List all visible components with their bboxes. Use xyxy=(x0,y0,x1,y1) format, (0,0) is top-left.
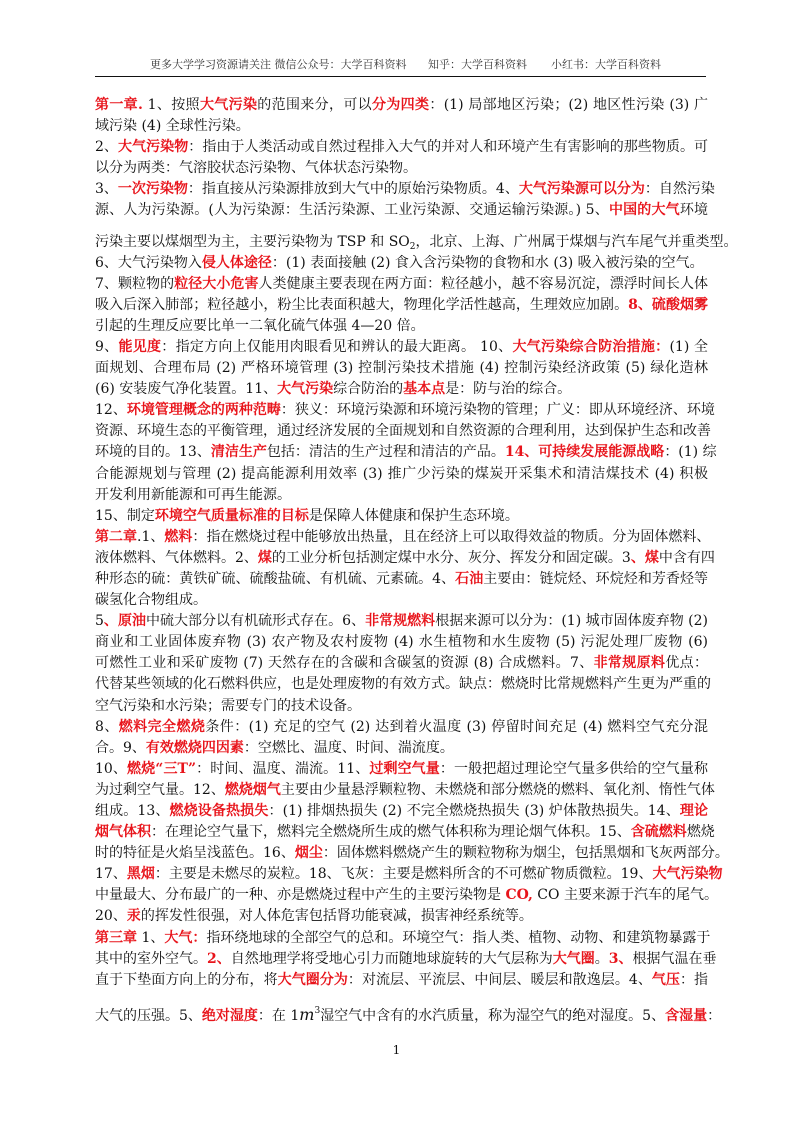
highlighted-term: 燃烧“三T” xyxy=(127,760,197,777)
text-segment: ：主要是未燃尽的炭粒。18、飞灰：主要是燃料所含的不可燃矿物质微粒。19、 xyxy=(154,866,653,883)
text-segment: 条件：(1) 充足的空气 (2) 达到着火温度 (3) 停留时间充足 (4) 燃料空气充分混 xyxy=(205,718,708,735)
text-line xyxy=(95,95,708,116)
text-segment: 合能源规划与管理 (2) 提高能源利用效率 (3) 推广少污染的煤炭开采集术和清洁煤技术 (4) 积极 xyxy=(95,465,708,482)
text-segment: ：固体燃料燃烧产生的颗粒物称为烟尘，包括黑烟和飞灰两部分。 xyxy=(322,845,729,862)
text-segment: 以分为两类：气溶胶状态污染物、气体状态污染物。 xyxy=(95,160,417,177)
highlighted-term: 含湿量 xyxy=(665,1007,708,1024)
page-header xyxy=(95,56,705,76)
highlighted-term: 分为四类 xyxy=(372,97,430,113)
text-segment: ：在理论空气量下，燃料完全燃烧所生成的燃气体积称为理论烟气体积。15、 xyxy=(151,824,631,841)
text-segment: 是保障人体健康和保护生态环境。 xyxy=(308,507,519,524)
highlighted-term: 黑烟 xyxy=(126,866,155,883)
text-segment: 根据来源可以分为：(1) 城市固体废弃物 (2) xyxy=(435,613,709,630)
text-segment: 15、制定 xyxy=(95,507,155,524)
text-line xyxy=(95,780,715,801)
highlighted-term: CO, xyxy=(505,887,533,904)
text-line xyxy=(95,653,708,674)
text-segment: 湿空气中含有的水汽质量，称为湿空气的绝对湿度。5、 xyxy=(320,1007,666,1024)
text-segment: 包括：清洁的生产过程和清洁的产品。 xyxy=(266,444,505,461)
text-segment: 面规划、合理布局 (2) 严格环境管理 (3) 控制污染技术措施 (4) 控制污染经济政策 (5) 绿化造林 xyxy=(95,360,708,377)
page-number: 1 xyxy=(392,1043,401,1057)
text-line xyxy=(95,906,708,927)
text-segment: .1、 xyxy=(137,528,165,545)
highlighted-term: 中国的大气 xyxy=(608,202,680,219)
text-line xyxy=(95,179,715,200)
text-line xyxy=(95,527,711,548)
text-segment: 资源、环境生态的平衡管理，通过经济发展的全面规划和自然资源的合理利用，达到保护生态和改善 xyxy=(95,423,711,440)
text-segment: 开发利用新能源和可再生能源。 xyxy=(95,486,291,503)
text-line xyxy=(95,506,708,527)
text-segment: ：空燃比、温度、时间、湍流度。 xyxy=(243,739,454,756)
text-segment: CO 主要来源于汽车的尾气。 xyxy=(532,887,718,904)
header-wechat: 更多大学学习资源请关注 微信公众号：大学百科资料 xyxy=(150,58,407,71)
text-line xyxy=(95,759,708,780)
highlighted-term: 含硫燃料 xyxy=(630,824,687,841)
highlighted-term: 非常规原料 xyxy=(593,655,666,672)
highlighted-term: 非常规燃料 xyxy=(365,613,436,630)
text-segment: ：在 1 xyxy=(257,1007,300,1024)
highlighted-term: 大气污染源可以分为 xyxy=(518,181,645,198)
text-segment: 是：防与治的综合。 xyxy=(445,381,572,398)
text-segment: (1) 全 xyxy=(669,338,709,355)
text-line xyxy=(95,801,708,822)
text-segment: 中含有四 xyxy=(658,549,715,566)
text-segment: 引起的生理反应要比单一二氧化硫气体强 4—20 倍。 xyxy=(95,317,425,334)
text-segment: 燃烧 xyxy=(686,824,715,841)
text-line xyxy=(95,949,717,970)
highlighted-term: 一次污染物 xyxy=(117,181,188,198)
text-line xyxy=(95,674,711,695)
text-segment: ：自然污染 xyxy=(644,181,715,198)
highlighted-term: 基本点 xyxy=(403,381,446,398)
text-segment: 环境 xyxy=(679,202,709,219)
text-line xyxy=(95,379,708,400)
text-line xyxy=(95,632,708,653)
text-segment: 空气污染和水污染；需要专门的技术设备。 xyxy=(95,697,361,714)
text-segment: 种形态的硫：黄铁矿硫、硫酸盐硫、有机硫、元素硫。4、 xyxy=(95,570,456,587)
highlighted-term: 理论 xyxy=(679,803,708,819)
text-segment: ：指直接从污染源排放到大气中的原始污染物质。4、 xyxy=(187,181,519,198)
text-segment: 代替某些领域的化石燃料供应，也是处理废物的有效方式。缺点：燃烧时比常规燃料产生更为严重的 xyxy=(95,676,711,693)
text-segment: 综合防治的 xyxy=(333,381,404,398)
text-segment: 其中的室外空气。 xyxy=(95,950,207,967)
highlighted-term: 煤 xyxy=(257,549,272,566)
text-segment: 自然地理学将受地心引力而随地球旋转的大气层称为 xyxy=(230,950,553,967)
text-line xyxy=(95,337,708,358)
highlighted-term: 第一章. xyxy=(95,97,143,113)
text-segment: 可燃性工业和采矿废物 (7) 天然存在的含碳和含碳氢的资源 (8) 合成燃料。7、 xyxy=(95,655,594,672)
text-line xyxy=(95,970,708,991)
highlighted-term: 大气污染 xyxy=(199,97,258,113)
text-segment: 为过剩空气量。12、 xyxy=(95,781,225,798)
highlighted-term: 大气圈分为 xyxy=(277,971,348,988)
highlighted-term: 绝对湿度 xyxy=(201,1007,258,1024)
text-line xyxy=(95,738,708,759)
text-segment: ：时间、温度、湍流。11、 xyxy=(196,760,370,777)
text-line xyxy=(95,421,711,442)
text-line xyxy=(95,442,717,463)
highlighted-term: 14、可持续发展能源战略 xyxy=(504,444,665,461)
highlighted-term: 、原油 xyxy=(103,613,146,630)
highlighted-term: 大气污染综合防治措施： xyxy=(512,338,670,355)
text-segment: ：(1) 排烟热损失 (2) 不完全燃烧热损失 (3) 炉体散热损失。14、 xyxy=(268,803,680,819)
text-line xyxy=(95,274,708,295)
text-line xyxy=(95,464,708,485)
highlighted-term: 环境空气质量标准的目标 xyxy=(154,507,309,524)
text-segment: ：一般把超过理论空气量多供给的空气量称 xyxy=(439,760,708,777)
text-segment: ：指由于人类活动或自然过程排入大气的并对人和环境产生有害影响的那些物质。可 xyxy=(188,139,709,156)
text-segment: ：指 xyxy=(679,971,709,988)
highlighted-term: 烟尘 xyxy=(294,845,323,862)
text-segment: (6) 安装废气净化装置。11、 xyxy=(95,381,278,398)
text-segment: 的范围来分，可以 xyxy=(257,97,372,113)
highlighted-term: 燃烧烟气 xyxy=(224,781,281,798)
highlighted-term: 大气污染 xyxy=(277,381,334,398)
text-segment: 10、 xyxy=(95,760,128,777)
text-line xyxy=(95,548,715,569)
text-line xyxy=(95,843,729,864)
highlighted-term: 烟气体积 xyxy=(95,824,151,841)
text-segment: ：(1) 表面接触 (2) 食入含污染物的食物和水 (3) 吸入被污染的空气。 xyxy=(271,254,704,271)
text-line xyxy=(95,885,718,906)
text-segment: 中硫大部分以有机硫形式存在。6、 xyxy=(145,613,366,630)
ital-text: m xyxy=(299,1004,315,1024)
text-line xyxy=(95,116,708,137)
text-line xyxy=(95,253,708,274)
text-segment: 人类健康主要表现在两方面：粒径越小，越不容易沉淀，漂浮时间长人体 xyxy=(258,275,708,292)
text-segment: 域污染 (4) 全球性污染。 xyxy=(95,118,250,135)
text-segment: 源、人为污染源。(人为污染源：生活污染源、工业污染源、交通运输污染源。) 5、 xyxy=(95,202,609,219)
text-segment: 。 xyxy=(594,950,609,967)
text-segment: 9、 xyxy=(95,338,119,355)
text-segment: 合。9、 xyxy=(95,739,146,756)
text-segment: ：(1) 局部地区污染；(2) 地区性污染 (3) 广 xyxy=(429,97,709,113)
text-segment: ，北京、上海、广州属于煤烟与汽车尾气并重类型。 xyxy=(415,233,738,250)
text-line xyxy=(95,400,715,421)
highlighted-term: 大气： xyxy=(164,929,207,946)
highlighted-term: 汞 xyxy=(126,908,141,925)
text-line xyxy=(95,358,708,379)
text-segment: 3、 xyxy=(95,181,118,198)
text-line xyxy=(95,485,708,506)
highlighted-term: 侵人体途径 xyxy=(201,254,272,271)
text-segment: 12、 xyxy=(95,402,127,419)
sup-text: 3 xyxy=(314,1005,321,1016)
text-segment: 1、按照 xyxy=(142,97,200,113)
text-line xyxy=(95,696,708,717)
text-segment: 液体燃料、气体燃料。2、 xyxy=(95,549,258,566)
text-segment: 2、 xyxy=(95,139,119,156)
text-line xyxy=(95,864,723,885)
text-segment: ：指在燃烧过程中能够放出热量，且在经济上可以取得效益的物质。分为固体燃料、 xyxy=(192,528,711,545)
text-segment: 6、大气污染物入 xyxy=(95,254,202,271)
sub-text: 2 xyxy=(409,241,416,252)
text-segment: 的工业分析包括测定煤中水分、灰分、挥发分和固定碳。3 xyxy=(271,549,631,566)
text-segment: 1、 xyxy=(137,929,165,946)
text-segment: 直于下垫面方向上的分布，将 xyxy=(95,971,278,988)
text-line xyxy=(95,316,708,337)
highlighted-term: 过剩空气量 xyxy=(369,760,440,777)
text-line xyxy=(95,717,708,738)
text-line xyxy=(95,590,708,611)
text-segment: 吸入后深入肺部；粒径越小，粉尘比表面积越大，物理化学活性越高，生理效应加剧。 xyxy=(95,296,629,313)
text-segment: 指环绕地球的全部空气的总和。环境空气：指人类、植物、动物、和建筑物暴露于 xyxy=(206,929,711,946)
text-segment: 根据气温在垂 xyxy=(632,950,717,967)
highlighted-term: 大气污染物 xyxy=(652,866,723,883)
text-segment: 7、颗粒物的 xyxy=(95,275,175,292)
highlighted-term: 大气污染物 xyxy=(118,139,189,156)
text-segment: ：指定方向上仅能用肉眼看见和辨认的最大距离。 10、 xyxy=(161,338,513,355)
document-body xyxy=(95,95,738,1024)
text-segment: 5 xyxy=(95,613,104,630)
text-line xyxy=(95,928,711,949)
highlighted-term: 大气圈 xyxy=(552,950,595,967)
text-segment: 大气的压强。5、 xyxy=(95,1007,202,1024)
text-line xyxy=(95,611,708,632)
highlighted-term: 燃烧设备热损失 xyxy=(169,803,269,819)
text-segment: 中量最大、分布最广的一种、亦是燃烧过程中产生的主要污染物是 xyxy=(95,887,506,904)
text-segment: ：狭义：环境污染源和环境污染物的管理；广义：即从环境经济、环境 xyxy=(280,402,715,419)
text-line xyxy=(95,295,708,316)
text-segment: 污染主要以煤烟型为主，主要污染物为 TSP 和 SO xyxy=(95,233,410,250)
header-zhihu: 知乎：大学百科资料 xyxy=(428,58,527,71)
text-segment: ：对流层、平流层、中间层、暖层和散逸层。4、 xyxy=(347,971,652,988)
highlighted-term: 2、 xyxy=(207,950,231,967)
text-line xyxy=(95,991,722,1024)
highlighted-term: 气压 xyxy=(651,971,680,988)
highlighted-term: 燃料 xyxy=(164,528,193,545)
highlighted-term: 粒径大小危害 xyxy=(174,275,259,292)
text-segment: 碳氢化合物组成。 xyxy=(95,592,207,609)
text-segment: 20、 xyxy=(95,908,127,925)
text-segment: 优点： xyxy=(665,655,709,672)
highlighted-term: 清洁生产 xyxy=(210,444,267,461)
highlighted-term: 第三章 xyxy=(95,929,137,946)
text-segment: 的挥发性很强，对人体危害包括肾功能衰减，损害神经系统等。 xyxy=(140,908,533,925)
text-segment: 商业和工业固体废弃物 (3) 农产物及农村废物 (4) 水生植物和水生废物 (5) 污泥处理厂废物 (6) xyxy=(95,634,708,651)
text-segment: ： xyxy=(707,1007,722,1024)
highlighted-term: 有效燃烧四因素 xyxy=(145,739,244,756)
text-segment: ：(1) 综 xyxy=(664,444,717,461)
text-segment: 8、 xyxy=(95,718,119,735)
text-line xyxy=(95,200,708,221)
text-line xyxy=(95,822,715,843)
text-line xyxy=(95,158,708,179)
text-segment: 环境的目的。13、 xyxy=(95,444,211,461)
text-line xyxy=(95,222,738,253)
highlighted-term: 、煤 xyxy=(630,549,659,566)
text-segment: 主要由少量悬浮颗粒物、未燃烧和部分燃烧的燃料、氧化剂、惰性气体 xyxy=(280,781,715,798)
highlighted-term: 能见度 xyxy=(118,338,162,355)
text-segment: 17、 xyxy=(95,866,127,883)
header-xiaohongshu: 小红书：大学百科资料 xyxy=(551,58,661,71)
highlighted-term: 8、硫酸烟雾 xyxy=(628,296,708,313)
text-line xyxy=(95,569,708,590)
highlighted-term: 燃料完全燃烧 xyxy=(118,718,206,735)
text-segment: 组成。13、 xyxy=(95,803,170,819)
header-divider xyxy=(95,76,706,77)
text-line xyxy=(95,137,708,158)
highlighted-term: 第二章 xyxy=(95,528,137,545)
text-segment: 主要由：链烷烃、环烷烃和芳香烃等 xyxy=(483,570,709,587)
highlighted-term: 石油 xyxy=(455,570,484,587)
highlighted-term: 3、 xyxy=(608,950,633,967)
highlighted-term: 环境管理概念的两种范畴 xyxy=(126,402,281,419)
text-segment: 时的特征是火焰呈浅蓝色。16、 xyxy=(95,845,295,862)
